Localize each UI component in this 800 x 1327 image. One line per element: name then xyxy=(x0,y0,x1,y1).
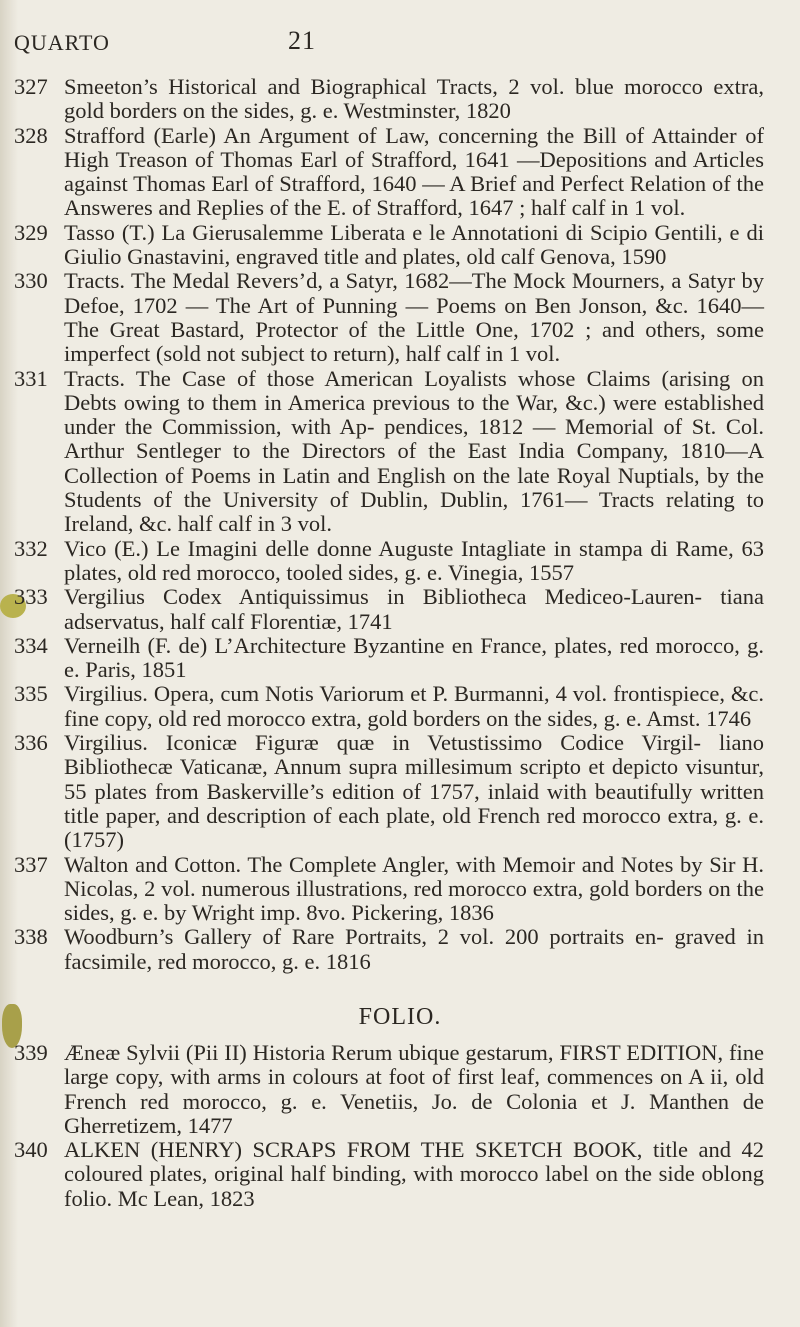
lot-description: Vico (E.) Le Imagini delle donne Auguste Intagliate in stampa di Rame, 63 plates, old red morocco, tooled sides, g. e. Vinegia, 1557 xyxy=(64,535,764,585)
lot-entry xyxy=(0,925,800,974)
lot-description: Tasso (T.) La Gierusalemme Liberata e le Annotationi di Scipio Gentili, e di Giulio Gnastavini, engraved title and plates, old calf Genova, 1590 xyxy=(64,219,764,270)
lot-entry xyxy=(0,1138,800,1211)
lot-number: 339 xyxy=(14,1039,48,1065)
lot-entry xyxy=(0,537,800,586)
lot-description: Woodburn’s Gallery of Rare Portraits, 2 vol. 200 portraits en- graved in facsimile, red morocco, g. e. 1816 xyxy=(64,924,764,974)
lot-number: 328 xyxy=(14,122,48,148)
lot-description: Virgilius. Iconicæ Figuræ quæ in Vetustissimo Codice Virgil- liano Bibliothecæ Vaticanæ, Annum supra millesimum scripto et depicto visuntur, 55 plates from Baskerville’s edition of 1757, inlaid with beautifully written title paper, and description of each plate, old French red morocco extra, g. e. (1757) xyxy=(64,730,764,853)
lot-entry xyxy=(0,634,800,683)
running-header xyxy=(0,22,800,62)
lot-number: 329 xyxy=(14,219,48,245)
lot-entry xyxy=(0,1041,800,1138)
lot-number: 337 xyxy=(14,851,48,877)
lot-description: Virgilius. Opera, cum Notis Variorum et P. Burmanni, 4 vol. frontispiece, &c. fine copy, old red morocco extra, gold borders on the sides, g. e. Amst. 1746 xyxy=(64,681,764,731)
page-number: 21 xyxy=(288,26,316,55)
lot-entry xyxy=(0,731,800,852)
lot-number: 336 xyxy=(14,730,48,756)
lot-number: 335 xyxy=(14,681,48,707)
lot-entry xyxy=(0,75,800,124)
lot-description: Tracts. The Medal Revers’d, a Satyr, 1682—The Mock Mourners, a Satyr by Defoe, 1702 — The Art of Punning — Poems on Ben Jonson, &c. 1640—The Great Bastard, Protector of the Little One, 1702 ; and others, some imperfect (sold not subject to return), half calf in 1 vol. xyxy=(64,268,764,367)
entry-list xyxy=(0,75,800,1211)
lot-entry xyxy=(0,585,800,634)
lot-number: 330 xyxy=(14,268,48,294)
lot-number: 340 xyxy=(14,1137,48,1163)
lot-description: Tracts. The Case of those American Loyalists whose Claims (arising on Debts owing to them in America previous to the War, &c.) were established under the Commission, with Ap- pendices, 1812 — Memorial of St. Col. Arthur Sentleger to the Directors of the East India Company, 1810—A Collection of Poems in Latin and English on the late Royal Nuptials, by the Students of the University of Dublin, Dublin, 1761— Tracts relating to Ireland, &c. half calf in 3 vol. xyxy=(64,365,764,537)
section-heading-folio: FOLIO. xyxy=(358,1003,442,1030)
lot-description: ALKEN (HENRY) SCRAPS FROM THE SKETCH BOOK, title and 42 coloured plates, original half binding, with morocco label on the side oblong folio. Mc Lean, 1823 xyxy=(64,1137,764,1211)
header-section: QUARTO xyxy=(14,30,110,55)
lot-description: Æneæ Sylvii (Pii II) Historia Rerum ubique gestarum, FIRST EDITION, fine large copy, with arms in colours at foot of first leaf, commences on A ii, old French red morocco, g. e. Venetiis, Jo. de Colonia et J. Manthen de Gherretizem, 1477 xyxy=(64,1039,764,1138)
lot-number: 334 xyxy=(14,632,48,658)
lot-number: 327 xyxy=(14,74,48,99)
lot-entry xyxy=(0,367,800,537)
lot-description: Strafford (Earle) An Argument of Law, concerning the Bill of Attainder of High Treason of Thomas Earl of Strafford, 1641 —Depositions and Articles against Thomas Earl of Strafford, 1640 — A Brief and Perfect Relation of the Answeres and Replies of the E. of Strafford, 1647 ; half calf in 1 vol. xyxy=(64,122,764,221)
lot-description: Smeeton’s Historical and Biographical Tracts, 2 vol. blue morocco extra, gold borders on the sides, g. e. Westminster, 1820 xyxy=(64,74,764,124)
lot-entry xyxy=(0,221,800,270)
lot-description: Verneilh (F. de) L’Architecture Byzantine en France, plates, red morocco, g. e. Paris, 1851 xyxy=(64,632,764,683)
lot-entry xyxy=(0,269,800,366)
lot-number: 331 xyxy=(14,365,48,391)
lot-number: 333 xyxy=(14,584,48,610)
lot-description: Walton and Cotton. The Complete Angler, with Memoir and Notes by Sir H. Nicolas, 2 vol. numerous illustrations, red morocco extra, gold borders on the sides, g. e. by Wright imp. 8vo. Pickering, 1836 xyxy=(64,851,764,926)
lot-description: Vergilius Codex Antiquissimus in Bibliotheca Mediceo-Lauren- tiana adservatus, half calf Florentiæ, 1741 xyxy=(64,584,764,634)
lot-entry xyxy=(0,124,800,221)
lot-entry xyxy=(0,682,800,731)
lot-entry xyxy=(0,853,800,926)
lot-number: 338 xyxy=(14,924,48,950)
lot-number: 332 xyxy=(14,535,48,561)
